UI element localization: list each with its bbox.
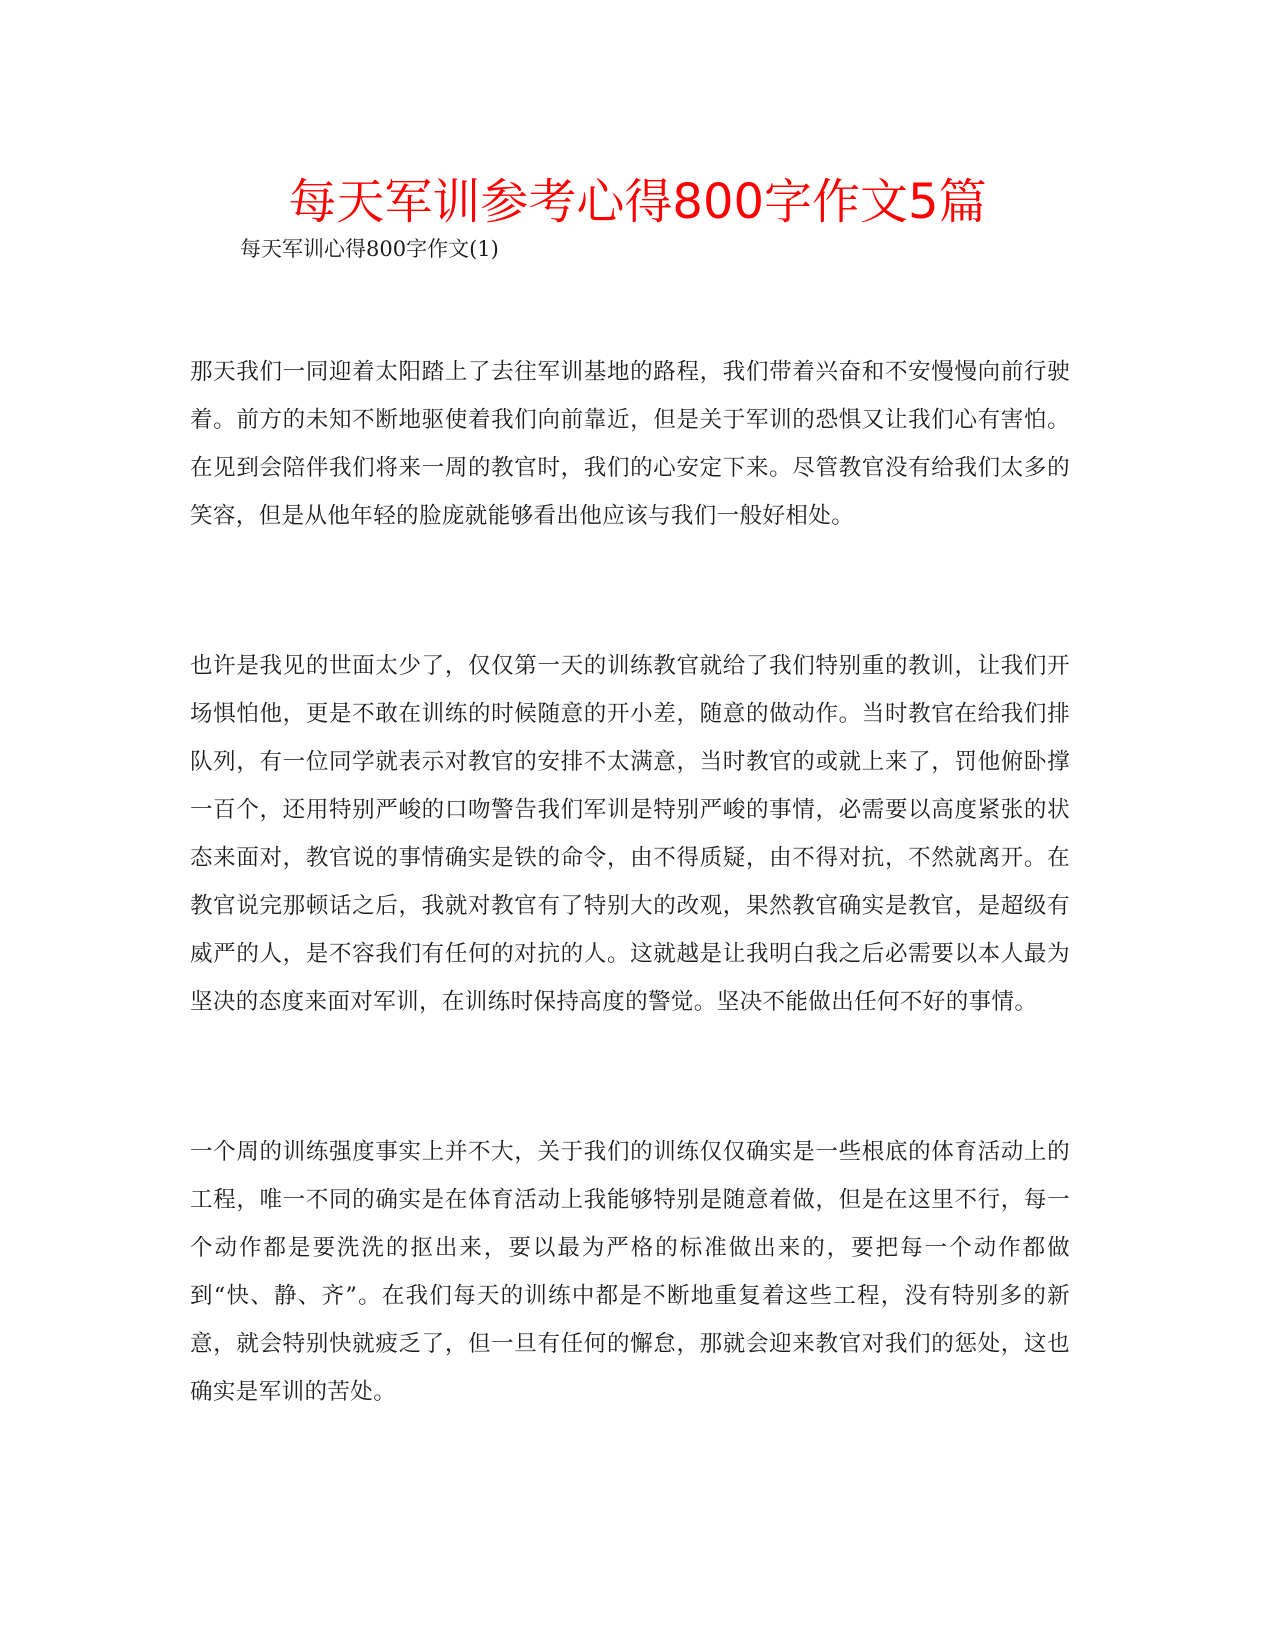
- paragraph-3: 一个周的训练强度事实上并不大，关于我们的训练仅仅确实是一些根底的体育活动上的工程，唯一不同的确实是在体育活动上我能够特别是随意着做，但是在这里不行，每一个动作都是要洗洗的抠出来，要以最为严格的标准做出来的，要把每一个动作都做到“快、静、齐”。在我们每天的训练中都是不断地重复着这些工程，没有特别多的新意，就会特别快就疲乏了，但一旦有任何的懈怠，那就会迎来教官对我们的惩处，这也确实是军训的苦处。: [190, 1139, 1070, 1405]
- document-title: 每天军训参考心得800字作文5篇: [288, 174, 987, 230]
- section-subtitle: 每天军训心得800字作文(1): [240, 237, 499, 261]
- paragraph-2: 也许是我见的世面太少了，仅仅第一天的训练教官就给了我们特别重的教训，让我们开场惧怕他，更是不敢在训练的时候随意的开小差，随意的做动作。当时教官在给我们排队列，有一位同学就表示对教官的安排不太满意，当时教官的或就上来了，罚他俯卧撑一百个，还用特别严峻的口吻警告我们军训是特别严峻的事情，必需要以高度紧张的状态来面对，教官说的事情确实是铁的命令，由不得质疑，由不得对抗，不然就离开。在教官说完那顿话之后，我就对教官有了特别大的改观，果然教官确实是教官，是超级有威严的人，是不容我们有任何的对抗的人。这就越是让我明白我之后必需要以本人最为坚决的态度来面对军训，在训练时保持高度的警觉。坚决不能做出任何不好的事情。: [190, 653, 1070, 1015]
- paragraph-1: 那天我们一同迎着太阳踏上了去往军训基地的路程，我们带着兴奋和不安慢慢向前行驶着。前方的未知不断地驱使着我们向前靠近，但是关于军训的恐惧又让我们心有害怕。在见到会陪伴我们将来一周的教官时，我们的心安定下来。尽管教官没有给我们太多的笑容，但是从他年轻的脸庞就能够看出他应该与我们一般好相处。: [190, 359, 1070, 529]
